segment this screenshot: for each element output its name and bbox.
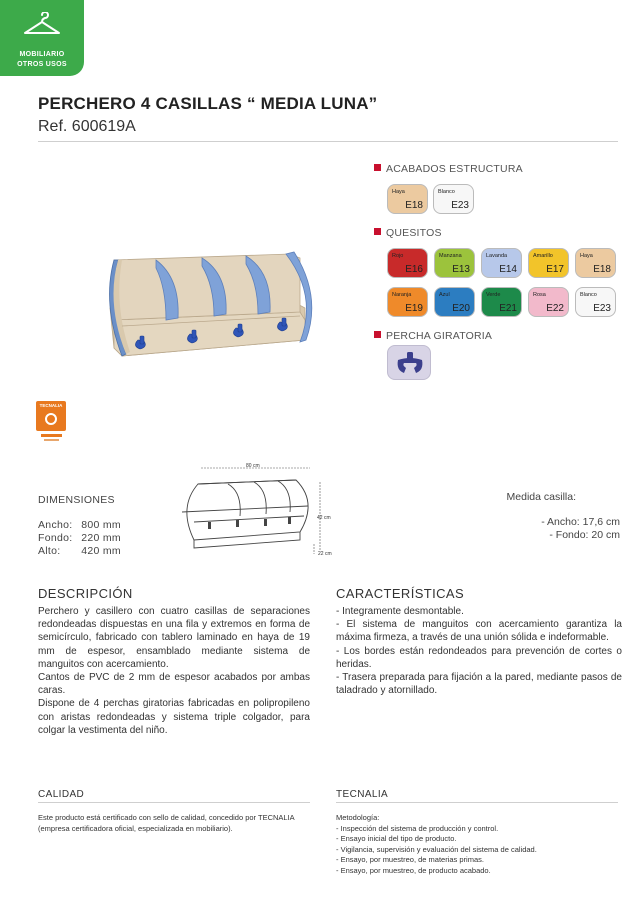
swatch-name: Rosa (533, 292, 546, 298)
dim-row-fondo: Fondo: 220 mm (38, 532, 121, 544)
swatch-code: E14 (499, 264, 517, 275)
swatch-code: E17 (546, 264, 564, 275)
swatch-quesito-rojo (387, 248, 428, 278)
swatch-code: E16 (405, 264, 423, 275)
category-badge (0, 0, 84, 76)
descripcion-paragraph: Perchero y casillero con cuatro casillas de separaciones redondeadas dispuestas en una fila y extremos en forma de semicírculo, fabricado con tablero laminado en haya de 19 mm de espesor, ensamblado mediante sistema de manguitos con acercamiento. (38, 606, 310, 670)
tecnalia-intro: Metodología: (336, 813, 380, 822)
tecnalia-list (336, 813, 622, 877)
tecnalia-divider (336, 802, 618, 803)
product-title: PERCHERO 4 CASILLAS “ MEDIA LUNA” (38, 94, 378, 113)
medida-row-fondo: - Fondo: 20 cm (549, 529, 620, 541)
swatch-code: E22 (546, 303, 564, 314)
product-image (100, 248, 315, 368)
swatch-code: E13 (452, 264, 470, 275)
dim-row-ancho: Ancho: 800 mm (38, 519, 121, 531)
swatch-quesito-lavanda (481, 248, 522, 278)
caracteristicas-item: - Integramente desmontable. (336, 606, 464, 617)
tecnalia-item: - Ensayo, por muestreo, de producto acabado. (336, 865, 491, 875)
badge-line-1: MOBILIARIO (19, 51, 65, 58)
tecnalia-heading: TECNALIA (336, 789, 389, 800)
swatch-code: E19 (405, 303, 423, 314)
tecnalia-item: - Ensayo, por muestreo, de materias primas. (336, 855, 484, 865)
swatch-quesito-amarillo (528, 248, 569, 278)
swatch-name: Blanco (580, 292, 597, 298)
swatch-code: E20 (452, 303, 470, 314)
tecnalia-item: - Vigilancia, supervisión y evaluación del sistema de calidad. (336, 844, 537, 854)
title-divider (38, 141, 618, 142)
caracteristicas-list (336, 605, 622, 697)
quesitos-heading: QUESITOS (374, 227, 442, 239)
swatch-name: Rojo (392, 253, 404, 259)
acabados-heading: ACABADOS ESTRUCTURA (374, 163, 523, 175)
caracteristicas-item: - Trasera preparada para fijación a la pared, mediante pasos de taladrado y atornillado. (336, 672, 622, 697)
badge-line-2: OTROS USOS (17, 61, 67, 68)
descripcion-text (38, 605, 310, 737)
caracteristicas-item: - Los bordes están redondeados para prevención de cortes o heridas. (336, 645, 622, 670)
swatch-acabado-haya: Haya E18 (387, 184, 428, 214)
dim-row-alto: Alto: 420 mm (38, 545, 121, 557)
swatch-code: E18 (593, 264, 611, 275)
caracteristicas-item: - El sistema de manguitos con acercamiento garantiza la máxima firmeza, a través de una unión sólida e indeformable. (336, 619, 622, 644)
descripcion-heading: DESCRIPCIÓN (38, 586, 133, 601)
height-dim-label: 42 cm (317, 515, 331, 521)
swatch-name: Verde (486, 292, 501, 298)
percha-swatch (387, 345, 431, 380)
bullet-square-icon (374, 331, 381, 338)
swatch-name: Azul (439, 292, 450, 298)
swatch-code: E23 (593, 303, 611, 314)
product-ref: Ref. 600619A (38, 118, 136, 135)
bullet-square-icon (374, 164, 381, 171)
caracteristicas-heading: CARACTERÍSTICAS (336, 586, 465, 601)
descripcion-paragraph: Dispone de 4 perchas giratorias fabricadas en polipropileno con aristas redondeadas y sistema triple colgador, para colgar la vestimenta del niño. (38, 698, 310, 736)
swatch-quesito-verde (481, 287, 522, 317)
tecnalia-certification-logo: TECNALIA (36, 401, 66, 447)
swatch-quesito-naranja (387, 287, 428, 317)
swatch-quesito-manzana (434, 248, 475, 278)
swatch-quesito-haya (575, 248, 616, 278)
calidad-divider (38, 802, 310, 803)
swatch-acabado-blanco: Blanco E23 (433, 184, 474, 214)
swatch-name: Haya (580, 253, 593, 259)
seal-icon (45, 413, 57, 425)
swatch-name: Manzana (439, 253, 462, 259)
medida-row-ancho: - Ancho: 17,6 cm (541, 516, 620, 528)
technical-drawing (168, 462, 338, 562)
swatch-name: Naranja (392, 292, 412, 298)
descripcion-paragraph: Cantos de PVC de 2 mm de espesor acabados por ambas caras. (38, 672, 310, 697)
bullet-square-icon (374, 228, 381, 235)
percha-heading: PERCHA GIRATORIA (374, 330, 492, 342)
swatch-name: Amarillo (533, 253, 553, 259)
swatch-quesito-blanco (575, 287, 616, 317)
dimensiones-heading: DIMENSIONES (38, 494, 115, 506)
tecnalia-item: - Ensayo inicial del tipo de producto. (336, 834, 457, 844)
calidad-heading: CALIDAD (38, 789, 85, 800)
calidad-text: Este producto está certificado con sello de calidad, concedido por TECNALIA (empresa certificadora oficial, especializada en mobiliario). (38, 813, 295, 833)
swatch-quesito-azul (434, 287, 475, 317)
swatch-code: E21 (499, 303, 517, 314)
hanger-icon (22, 12, 62, 38)
tecnalia-item: - Inspección del sistema de producción y control. (336, 823, 499, 833)
medida-casilla-heading: Medida casilla: (506, 491, 576, 503)
swatch-name: Lavanda (486, 253, 508, 259)
depth-dim-label: 22 cm (318, 551, 332, 557)
hook-icon (388, 346, 432, 381)
swatch-quesito-rosa (528, 287, 569, 317)
width-dim-label: 80 cm (246, 463, 260, 469)
